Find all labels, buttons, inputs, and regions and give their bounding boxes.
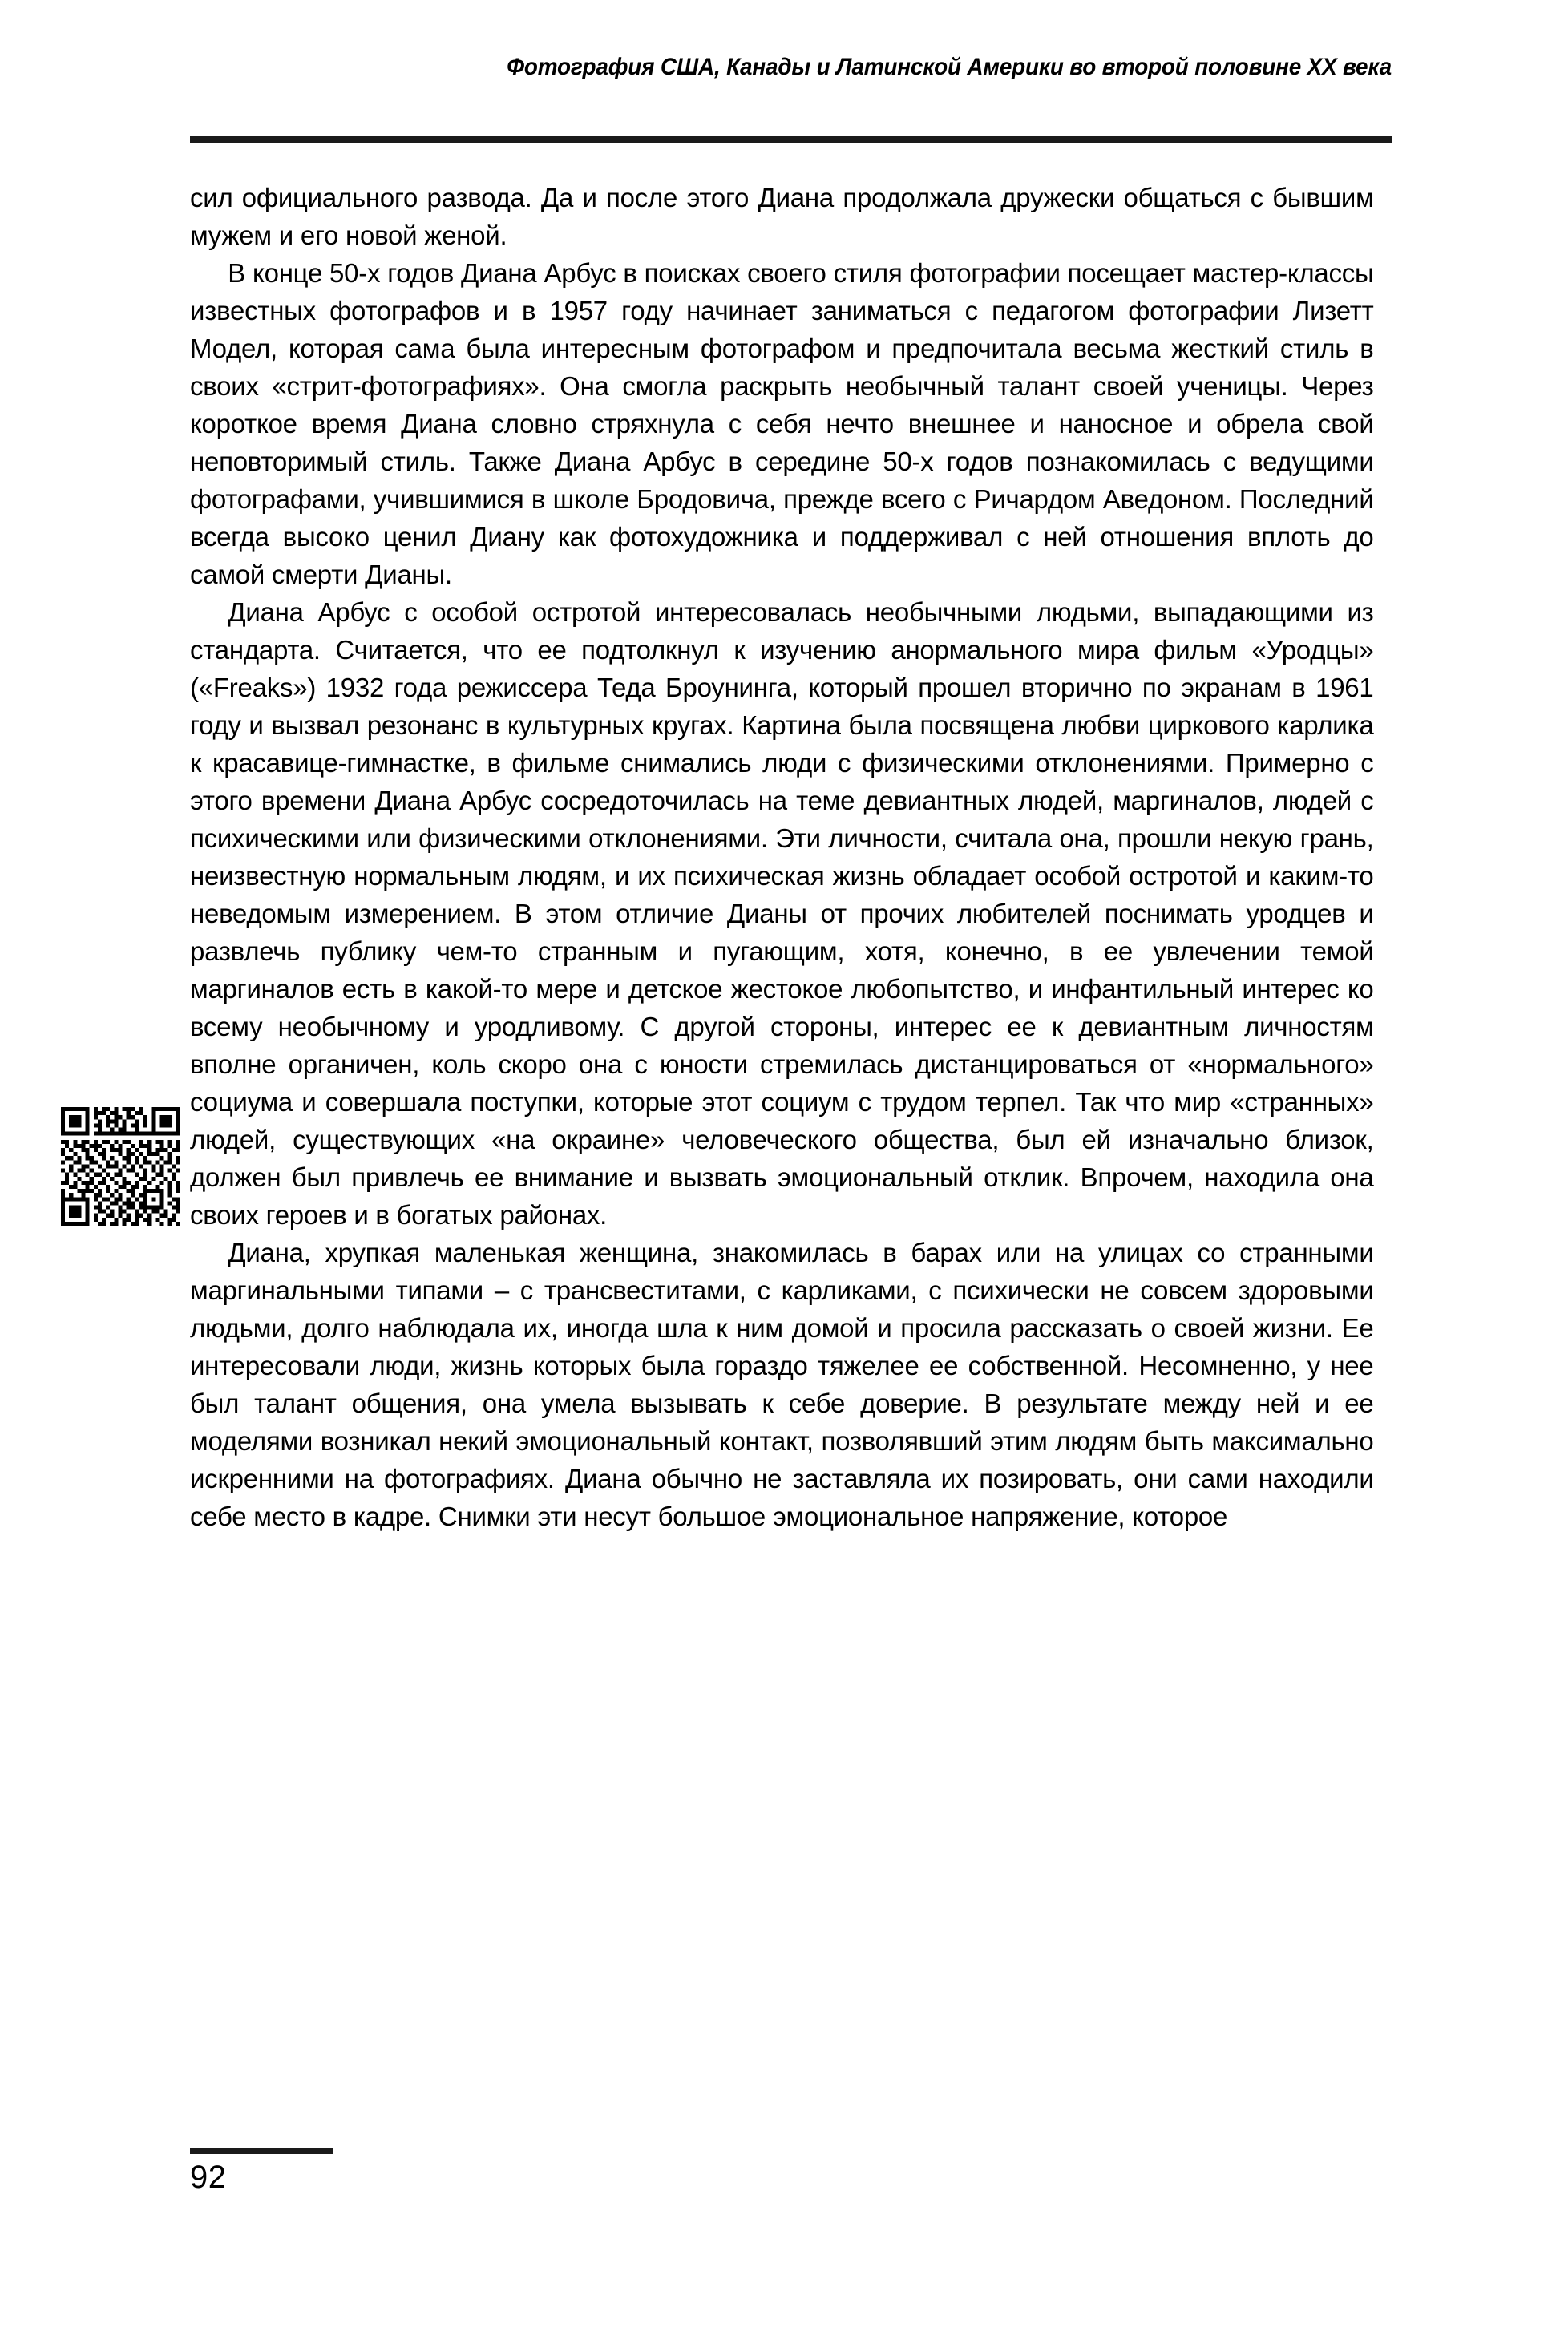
paragraph: Диана, хрупкая маленькая женщина, знакомилась в барах или на улицах со странными маргинальными типами – с трансвеститами, с карликами, с психически не совсем здоровыми людьми, долго наблюдала их, иногда шла к ним домой и просила рассказать о своей жизни. Ее интересовали люди, жизнь которых была гораздо тяжелее ее собственной. Несомненно, у нее был талант общения, она умела вызывать к себе доверие. В результате между ней и ее моделями возникал некий эмоциональный контакт, позволявший этим людям быть максимально искренними на фотографиях. Диана обычно не заставляла их позировать, они сами находили себе место в кадре. Снимки эти несут большое эмоциональное напряжение, которое (190, 1239, 1374, 1532)
running-head: Фотография США, Канады и Латинской Америки во второй половине XX века (507, 54, 1392, 80)
qr-code (61, 1107, 180, 1226)
paragraph: В конце 50-х годов Диана Арбус в поисках своего стиля фотографии посещает мастер-классы известных фотографов и в 1957 году начинает заниматься с педагогом фотографии Лизетт Модел, которая сама была интересным фотографом и предпочитала весьма жесткий стиль в своих «стрит-фотографиях». Она смогла раскрыть необычный талант своей ученицы. Через короткое время Диана словно стряхнула с себя нечто внешнее и наносное и обрела свой неповторимый стиль. Также Диана Арбус в середине 50-х годов познакомилась с ведущими фотографами, учившимися в школе Бродовича, прежде всего с Ричардом Аведоном. Последний всегда высоко ценил Диану как фотохудожника и поддерживал с ней отношения вплоть до самой смерти Дианы. (190, 259, 1374, 590)
paragraph: сил официального развода. Да и после этого Диана продолжала дружески общаться с бывшим мужем и его новой женой. (190, 184, 1374, 251)
paragraph: Диана Арбус с особой остротой интересовалась необычными людьми, выпадающими из стандарта. Считается, что ее подтолкнул к изучению анормального мира фильм «Уродцы» («Freaks») 1932 года режиссера Теда Броунинга, который прошел вторично по экранам в 1961 году и вызвал резонанс в культурных кругах. Картина была посвящена любви циркового карлика к красавице-гимнастке, в фильме снимались люди с физическими отклонениями. Примерно с этого времени Диана Арбус сосредоточилась на теме девиантных людей, маргиналов, людей с психическими или физическими отклонениями. Эти личности, считала она, прошли некую грань, неизвестную нормальным людям, и их психическая жизнь обладает особой остротой и каким-то неведомым измерением. В этом отличие Дианы от прочих любителей поснимать уродцев и развлечь публику чем-то странным и пугающим, хотя, конечно, в ее увлечении темой маргиналов есть в какой-то мере и детское жестокое любопытство, и инфантильный интерес ко всему необычному и уродливому. С другой стороны, интерес ее к девиантным личностям вполне органичен, коль скоро она с юности стремилась дистанцироваться от «нормального» социума и совершала поступки, которые этот социум с трудом терпел. Так что мир «странных» людей, существующих «на окраине» человеческого общества, был ей изначально близок, должен был привлечь ее внимание и вызвать эмоциональный отклик. Впрочем, находила она своих героев и в богатых районах. (190, 598, 1374, 1231)
body-text-column (190, 180, 1392, 1536)
page-number: 92 (190, 2160, 227, 2195)
header-rule (190, 136, 1392, 143)
footer-rule (190, 2148, 333, 2154)
